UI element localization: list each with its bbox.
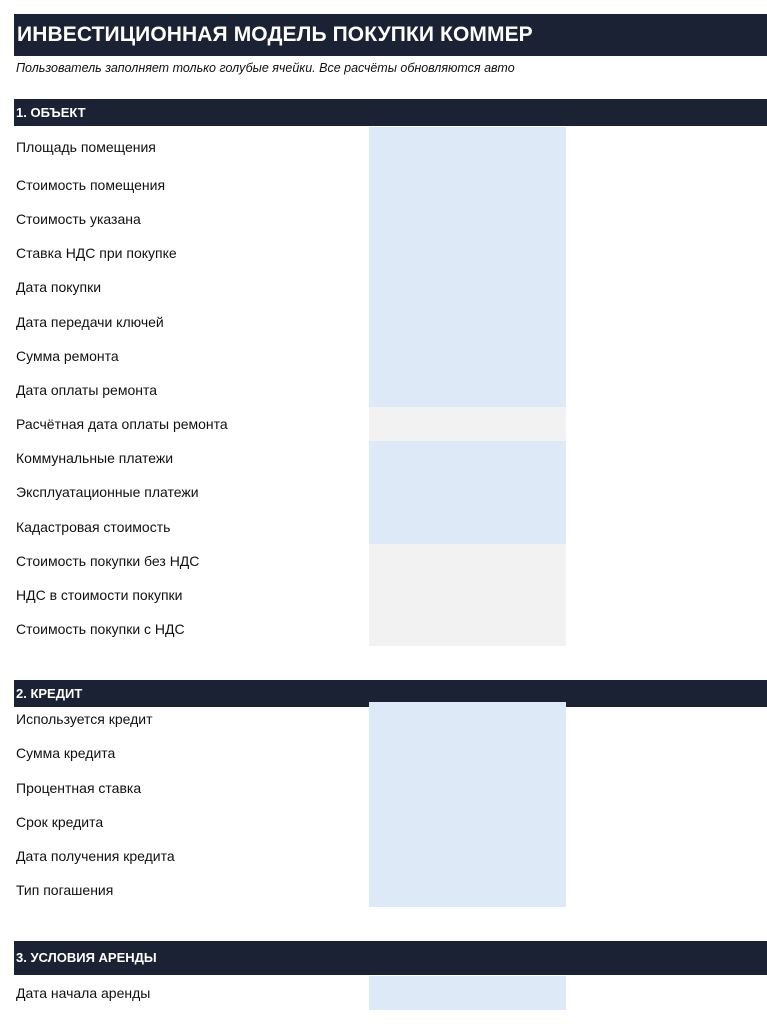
row-label-repayment-type: Тип погашения [16,882,114,898]
row-label-lease-start: Дата начала аренды [16,985,151,1001]
row-label-purchase-date: Дата покупки [16,279,102,295]
sheet-title: ИНВЕСТИЦИОННАЯ МОДЕЛЬ ПОКУПКИ КОММЕР [14,14,767,56]
row-label-credit-used: Используется кредит [16,711,153,727]
section-header-credit: 2. КРЕДИТ [14,680,767,707]
row-label-credit-date: Дата получения кредита [16,848,175,864]
row-label-price-with-vat: Стоимость покупки с НДС [16,621,185,637]
row-label-vat-rate: Ставка НДС при покупке [16,245,177,261]
calc-cell-repair-date [369,407,566,441]
input-cells-object-payments[interactable] [369,441,566,544]
input-cell-lease-start[interactable] [369,976,566,1010]
row-label-repair-date: Дата оплаты ремонта [16,382,158,398]
row-label-cadastral: Кадастровая стоимость [16,519,171,535]
row-label-keys-date: Дата передачи ключей [16,314,164,330]
row-label-repair-sum: Сумма ремонта [16,348,119,364]
row-label-interest-rate: Процентная ставка [16,780,142,796]
section-header-object: 1. ОБЪЕКТ [14,99,767,126]
row-label-area: Площадь помещения [16,139,156,155]
row-label-utilities: Коммунальные платежи [16,450,174,466]
row-label-price: Стоимость помещения [16,177,166,193]
row-label-credit-term: Срок кредита [16,814,104,830]
row-label-price-specified: Стоимость указана [16,211,141,227]
section-header-lease: 3. УСЛОВИЯ АРЕНДЫ [14,941,767,975]
row-label-vat-amount: НДС в стоимости покупки [16,587,183,603]
row-label-price-no-vat: Стоимость покупки без НДС [16,553,200,569]
row-label-operating: Эксплуатационные платежи [16,484,199,500]
input-cells-object-main[interactable] [369,127,566,407]
sheet-subtitle: Пользователь заполняет только голубые ячейки. Все расчёты обновляются авто [16,61,515,75]
row-label-credit-sum: Сумма кредита [16,745,116,761]
calc-cells-purchase-totals [369,544,566,646]
row-label-calc-repair-date: Расчётная дата оплаты ремонта [16,416,228,432]
input-cells-credit[interactable] [369,702,566,907]
